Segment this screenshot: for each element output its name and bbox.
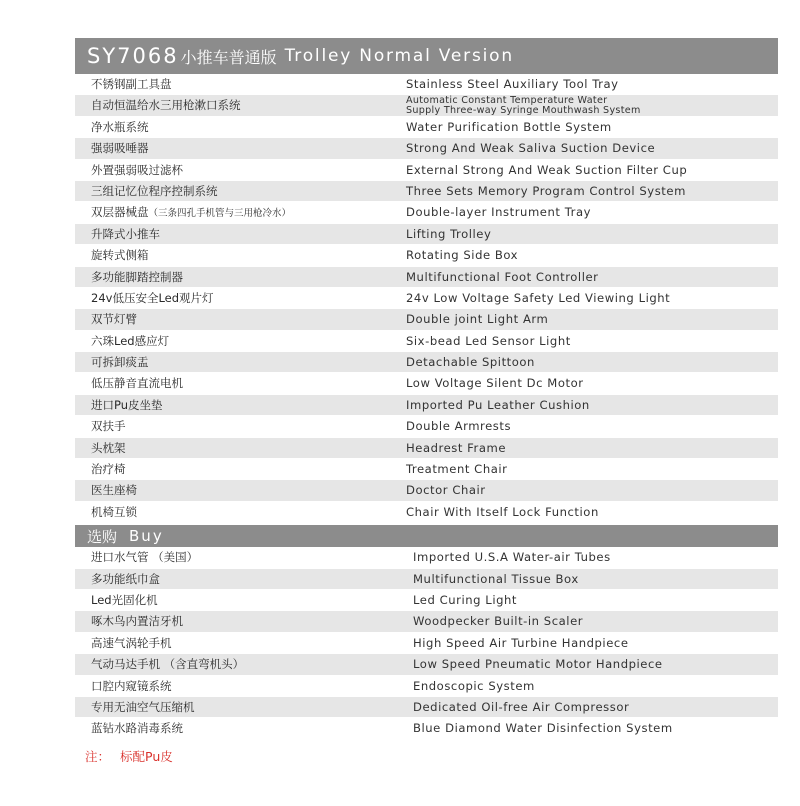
title-cn: 小推车普通版: [180, 47, 277, 67]
item-en: Three Sets Memory Program Control System: [406, 183, 686, 198]
list-item: [75, 718, 778, 739]
item-cn: 外置强弱吸过滤杯: [91, 162, 183, 177]
list-item: [75, 395, 778, 416]
item-cn: 口腔内窥镜系统: [91, 678, 172, 693]
list-item: [75, 288, 778, 309]
list-item: [75, 569, 778, 590]
optional-section-header: [75, 525, 778, 547]
item-cn: 不锈钢副工具盘: [91, 77, 172, 91]
item-en: Stainless Steel Auxiliary Tool Tray: [406, 77, 619, 91]
item-en: Double joint Light Arm: [406, 312, 549, 327]
item-cn: 蓝钻水路消毒系统: [91, 721, 183, 736]
item-cn: 进口水气管 （美国）: [91, 550, 199, 565]
list-item: [75, 224, 778, 245]
item-cn: 旋转式侧箱: [91, 248, 149, 263]
item-en: Multifunctional Tissue Box: [413, 571, 579, 586]
item-en: Multifunctional Foot Controller: [406, 269, 599, 284]
item-cn-main: 双层器械盘: [91, 205, 149, 220]
section-title-cn: 选购: [87, 527, 118, 546]
item-en: Treatment Chair: [406, 462, 508, 477]
list-item: [75, 547, 778, 568]
item-cn: 双扶手: [91, 419, 126, 434]
item-en: Detachable Spittoon: [406, 355, 535, 370]
list-item: [75, 95, 778, 116]
item-en: Dedicated Oil-free Air Compressor: [413, 699, 630, 714]
item-en: Headrest Frame: [406, 440, 507, 455]
item-en: Doctor Chair: [406, 483, 486, 498]
list-item: [75, 74, 778, 95]
list-item: [75, 373, 778, 394]
list-item: [75, 480, 778, 501]
item-cn: 双节灯臂: [91, 312, 137, 327]
item-cn: Led光固化机: [91, 592, 158, 607]
list-item: [75, 633, 778, 654]
list-item: [75, 181, 778, 202]
list-item: [75, 160, 778, 181]
item-en: Low Speed Pneumatic Motor Handpiece: [413, 657, 663, 672]
item-en: Imported U.S.A Water-air Tubes: [413, 550, 611, 565]
item-en: Chair With Itself Lock Function: [406, 504, 599, 519]
item-cn: 治疗椅: [91, 462, 126, 477]
list-item: [75, 697, 778, 718]
item-en: External Strong And Weak Suction Filter Cup: [406, 162, 688, 177]
item-cn: 多功能脚踏控制器: [91, 269, 183, 284]
item-en: Water Purification Bottle System: [406, 119, 612, 134]
item-cn: 高速气涡轮手机: [91, 635, 172, 650]
item-cn: 医生座椅: [91, 483, 137, 498]
item-en: Endoscopic System: [413, 678, 535, 693]
item-en: Rotating Side Box: [406, 248, 519, 263]
item-cn: 强弱吸唾器: [91, 141, 149, 156]
list-item: [75, 654, 778, 675]
footnote-label: 注：: [85, 749, 111, 764]
list-item: [75, 138, 778, 159]
item-en: Low Voltage Silent Dc Motor: [406, 376, 584, 391]
item-cn: 进口Pu皮坐垫: [91, 397, 163, 412]
footnote: [85, 747, 173, 765]
list-item: [75, 590, 778, 611]
item-en: 24v Low Voltage Safety Led Viewing Light: [406, 290, 671, 305]
list-item: [75, 416, 778, 437]
list-item: [75, 245, 778, 266]
item-en: Blue Diamond Water Disinfection System: [413, 721, 673, 736]
item-en: Woodpecker Built-in Scaler: [413, 614, 584, 629]
item-en: Imported Pu Leather Cushion: [406, 397, 590, 412]
item-en: Double Armrests: [406, 419, 512, 434]
item-cn: 气动马达手机 （含直弯机头）: [91, 657, 245, 672]
list-item: [75, 331, 778, 352]
list-item: [75, 117, 778, 138]
item-cn: 三组记忆位程序控制系统: [91, 183, 218, 198]
optional-items-list: [75, 547, 778, 740]
list-item: [75, 459, 778, 480]
list-item: [75, 676, 778, 697]
standard-items-list: [75, 74, 778, 523]
item-cn: 低压静音直流电机: [91, 376, 183, 391]
list-item: [75, 267, 778, 288]
title-model: SY7068: [87, 44, 179, 68]
item-en-line1: Automatic Constant Temperature Water: [406, 95, 608, 107]
item-cn: 多功能纸巾盒: [91, 571, 160, 586]
item-en: High Speed Air Turbine Handpiece: [413, 635, 629, 650]
list-item: [75, 309, 778, 330]
item-en: Strong And Weak Saliva Suction Device: [406, 141, 656, 156]
item-cn: [91, 202, 291, 224]
item-en-line2: Supply Three-way Syringe Mouthwash System: [406, 105, 641, 117]
item-cn: 头枕架: [91, 440, 126, 455]
item-en: Six-bead Led Sensor Light: [406, 333, 571, 348]
item-en: [406, 96, 641, 116]
item-en: Double-layer Instrument Tray: [406, 205, 592, 220]
item-cn: 自动恒温给水三用枪漱口系统: [91, 98, 241, 113]
page-title: [75, 38, 778, 74]
title-en: Trolley Normal Version: [284, 46, 514, 66]
item-cn: 专用无油空气压缩机: [91, 699, 195, 714]
item-cn: 机椅互锁: [91, 504, 137, 519]
item-cn: 净水瓶系统: [91, 119, 149, 134]
item-cn: 可拆卸痰盂: [91, 355, 149, 370]
list-item: [75, 502, 778, 523]
item-cn: 六珠Led感应灯: [91, 333, 170, 348]
list-item: [75, 352, 778, 373]
item-cn: 啄木鸟内置洁牙机: [91, 614, 183, 629]
item-en: Lifting Trolley: [406, 226, 492, 241]
item-cn: 24v低压安全Led观片灯: [91, 290, 214, 305]
item-cn: 升降式小推车: [91, 226, 160, 241]
item-cn-note: （三条四孔手机管与三用枪冷水）: [148, 208, 292, 220]
list-item: [75, 202, 778, 223]
list-item: [75, 438, 778, 459]
footnote-text: 标配Pu皮: [120, 749, 173, 764]
item-en: Led Curing Light: [413, 592, 517, 607]
section-title-en: Buy: [129, 527, 164, 546]
list-item: [75, 611, 778, 632]
spec-sheet: [75, 38, 778, 740]
